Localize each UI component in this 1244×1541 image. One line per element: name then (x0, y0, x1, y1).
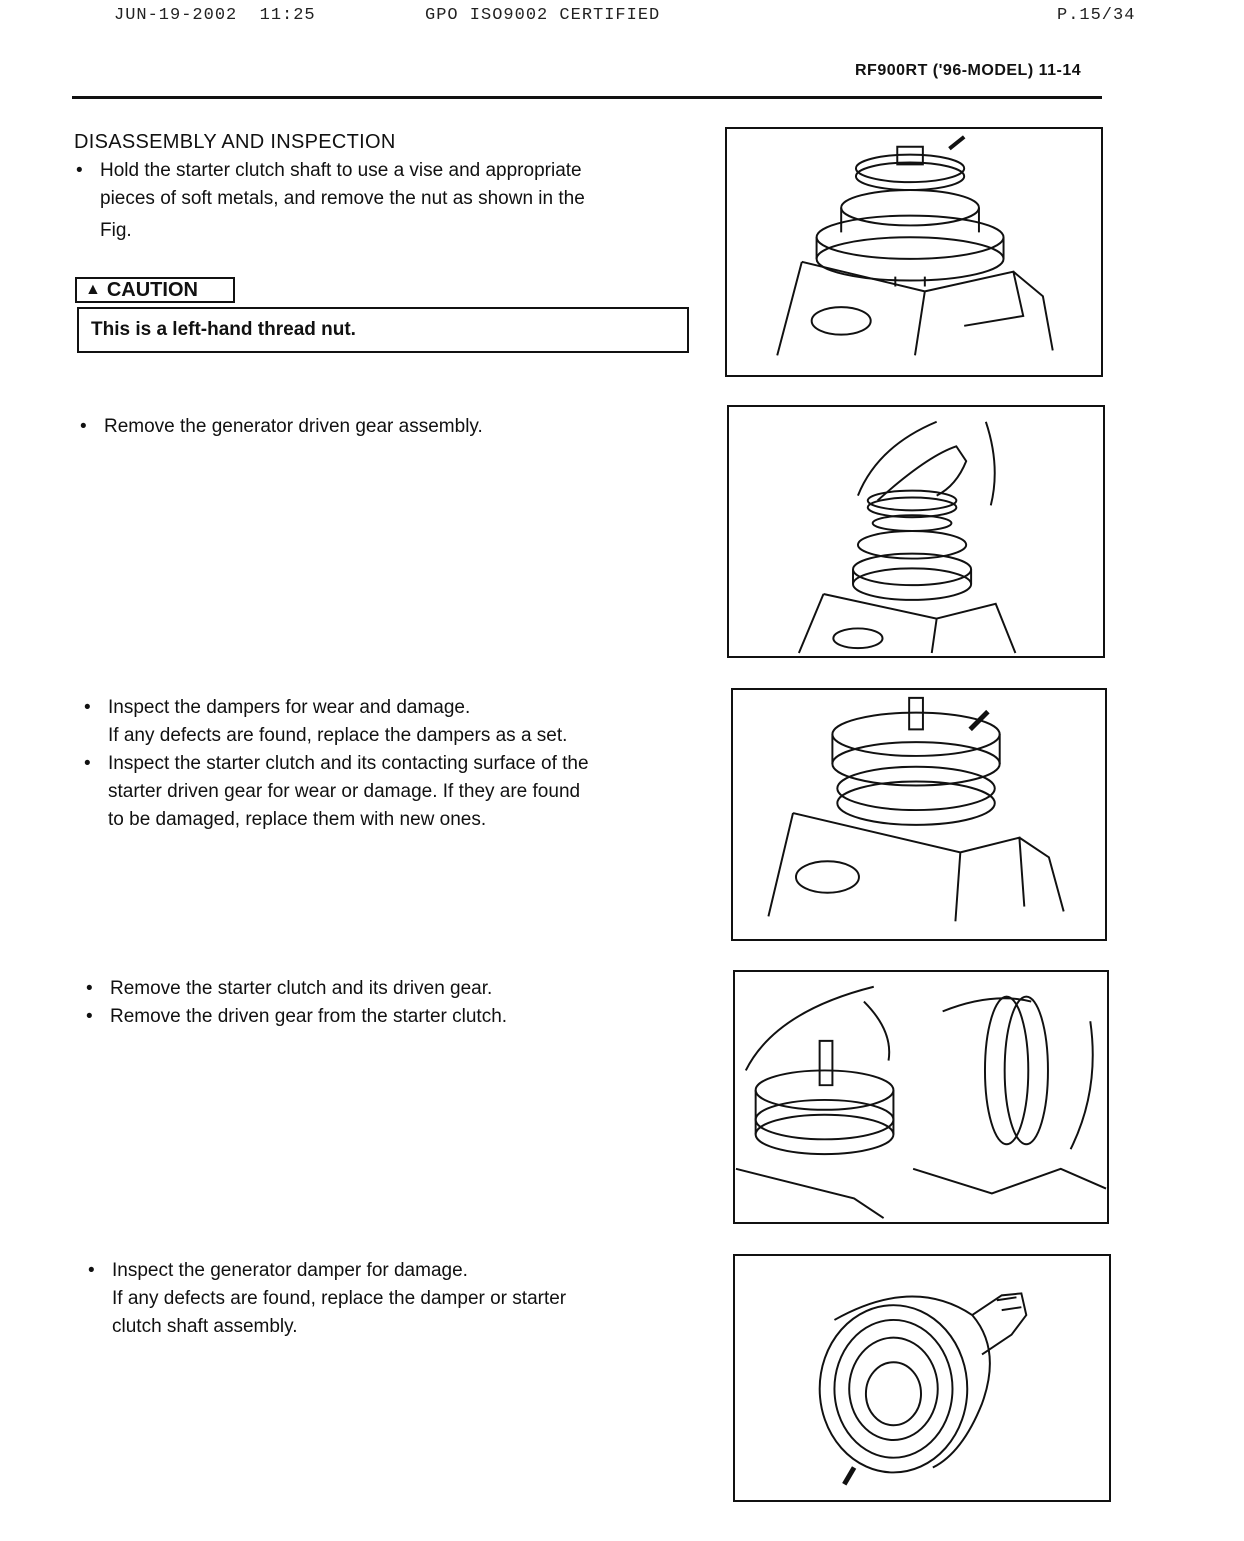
bullet-icon: • (80, 416, 87, 437)
step-line: to be damaged, replace them with new ones. (108, 809, 487, 830)
step-line: Inspect the generator damper for damage. (112, 1260, 468, 1281)
step-line: clutch shaft assembly. (112, 1316, 298, 1337)
step-4 (86, 975, 706, 1031)
step-line: Hold the starter clutch shaft to use a vise and appropriate (100, 160, 582, 181)
step-line: Fig. (100, 220, 132, 241)
damper-inspection-illustration (731, 688, 1107, 941)
bullet-icon: • (84, 697, 91, 718)
step-line: Inspect the starter clutch and its contacting surface of the (108, 753, 589, 774)
step-line: pieces of soft metals, and remove the nut as shown in the (100, 188, 585, 209)
bullet-icon: • (88, 1260, 95, 1281)
step-line: Remove the generator driven gear assembly. (104, 416, 483, 437)
step-line: If any defects are found, replace the dampers as a set. (108, 725, 568, 746)
caution-label-text: CAUTION (106, 278, 198, 301)
section-title: DISASSEMBLY AND INSPECTION (74, 131, 396, 153)
step-2 (80, 413, 700, 441)
step-line: Remove the starter clutch and its driven gear. (110, 978, 493, 999)
generator-damper-illustration (733, 1254, 1111, 1502)
step-line: starter driven gear for wear or damage. If they are found (108, 781, 581, 802)
caution-label (75, 277, 235, 303)
step-line: If any defects are found, replace the damper or starter (112, 1288, 567, 1309)
clutch-removal-illustration (733, 970, 1109, 1224)
gear-removal-illustration (727, 405, 1105, 658)
warning-triangle-icon: ▲ (85, 281, 101, 298)
bullet-icon: • (86, 978, 93, 999)
fax-timestamp: JUN-19-2002 11:25 (114, 6, 316, 25)
page-header: RF900RT ('96-MODEL) 11-14 (855, 62, 1082, 79)
step-1 (76, 157, 696, 245)
header-rule (72, 96, 1102, 99)
caution-box: This is a left-hand thread nut. (77, 307, 689, 353)
step-line: Remove the driven gear from the starter clutch. (110, 1006, 508, 1027)
bullet-icon: • (86, 1006, 93, 1027)
bullet-icon: • (84, 753, 91, 774)
vise-clutch-nut-illustration (725, 127, 1103, 377)
bullet-icon: • (76, 160, 83, 181)
step-3 (84, 694, 704, 834)
fax-certification: GPO ISO9002 CERTIFIED (425, 6, 661, 25)
step-line: Inspect the dampers for wear and damage. (108, 697, 471, 718)
step-5 (88, 1257, 708, 1341)
fax-page-number: P.15/34 (1057, 6, 1136, 25)
